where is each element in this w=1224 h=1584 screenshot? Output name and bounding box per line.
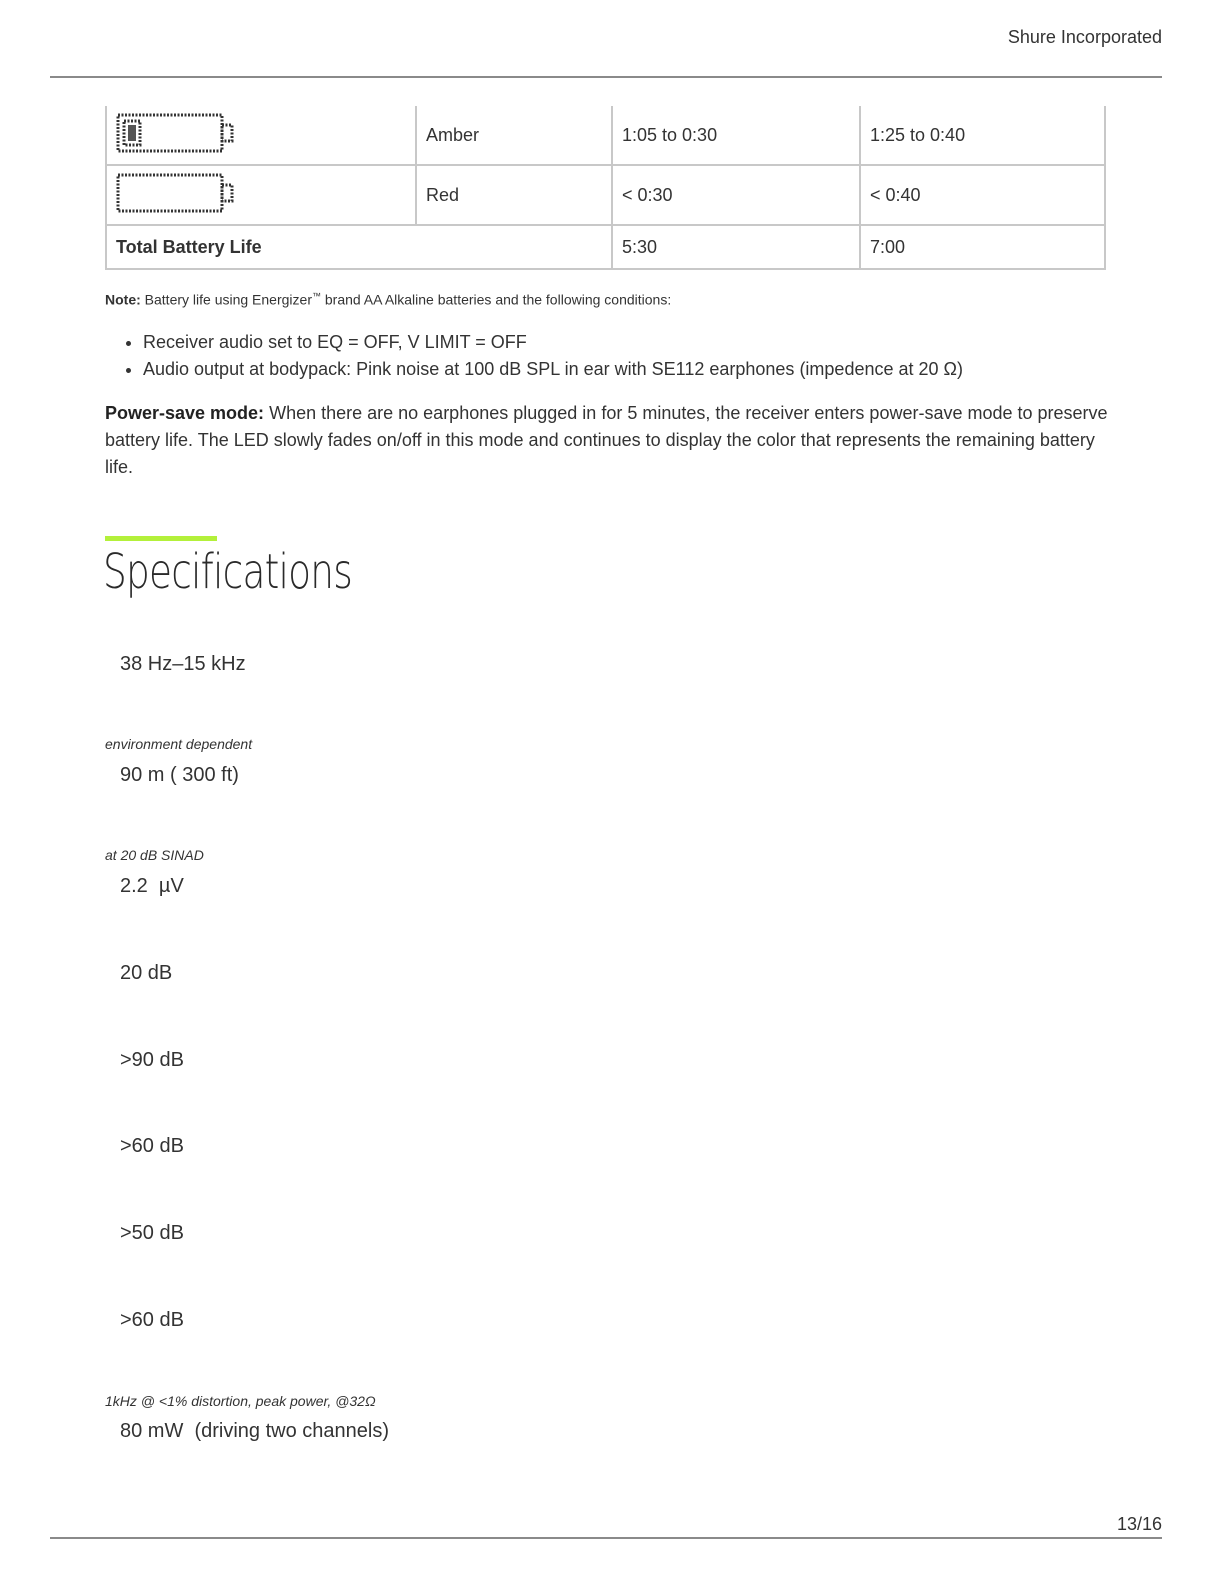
spec-value: 2.2 µV xyxy=(120,875,184,897)
spec-value: 80 mW (driving two channels) xyxy=(120,1420,389,1442)
table-row xyxy=(106,165,1105,225)
section-accent-bar xyxy=(105,536,217,541)
company-name: Shure Incorporated xyxy=(1007,27,1162,47)
time-cell: < 0:40 xyxy=(860,165,1105,225)
spec-value: >90 dB xyxy=(120,1049,184,1071)
power-save-label: Power-save mode: xyxy=(105,403,265,423)
conditions-list xyxy=(105,329,963,383)
note-text-after: brand AA Alkaline batteries and the following conditions: xyxy=(324,291,672,308)
spec-value: >60 dB xyxy=(120,1135,184,1157)
spec-value: 38 Hz–15 kHz xyxy=(120,653,246,675)
battery-note xyxy=(105,291,671,308)
list-item: • Receiver audio set to EQ = OFF, V LIMIT = OFF xyxy=(143,329,963,356)
table-total-row xyxy=(106,225,1105,269)
battery-life-table xyxy=(105,106,1106,270)
power-save-paragraph xyxy=(105,400,1115,481)
table-row xyxy=(106,106,1105,165)
power-save-text: When there are no earphones plugged in for 5 minutes, the receiver enters power-save mode to preserve battery life. The LED slowly fades on/off in this mode and continues to display the color that represents the remaining battery life. xyxy=(105,403,1108,477)
time-cell: 1:25 to 0:40 xyxy=(860,106,1105,165)
spec-note: at 20 dB SINAD xyxy=(105,847,204,863)
spec-value: >60 dB xyxy=(120,1309,184,1331)
led-color-cell: Amber xyxy=(416,106,612,165)
battery-low-icon xyxy=(116,111,236,155)
page-number: 13/16 xyxy=(1116,1514,1162,1534)
battery-empty-icon xyxy=(116,171,236,215)
section-title: Specifications xyxy=(103,544,352,600)
spec-note: 1kHz @ <1% distortion, peak power, @32Ω xyxy=(105,1393,376,1409)
note-text-before: Battery life using Energizer xyxy=(144,291,312,308)
time-cell: 7:00 xyxy=(860,225,1105,269)
battery-icon-cell xyxy=(106,106,416,165)
battery-icon-cell xyxy=(106,165,416,225)
led-color-cell: Red xyxy=(416,165,612,225)
header-divider xyxy=(50,76,1162,78)
time-cell: 1:05 to 0:30 xyxy=(612,106,860,165)
time-cell: < 0:30 xyxy=(612,165,860,225)
list-item: • Audio output at bodypack: Pink noise at 100 dB SPL in ear with SE112 earphones (impedence at 20 Ω) xyxy=(143,356,963,383)
spec-note: environment dependent xyxy=(105,736,253,752)
spec-value: >50 dB xyxy=(120,1222,184,1244)
footer-divider xyxy=(50,1537,1162,1539)
time-cell: 5:30 xyxy=(612,225,860,269)
spec-value: 90 m ( 300 ft) xyxy=(120,764,239,786)
trademark-symbol: ™ xyxy=(311,291,321,301)
spec-value: 20 dB xyxy=(120,962,173,984)
total-battery-life-label: Total Battery Life xyxy=(106,225,612,269)
note-label: Note: xyxy=(105,291,141,308)
